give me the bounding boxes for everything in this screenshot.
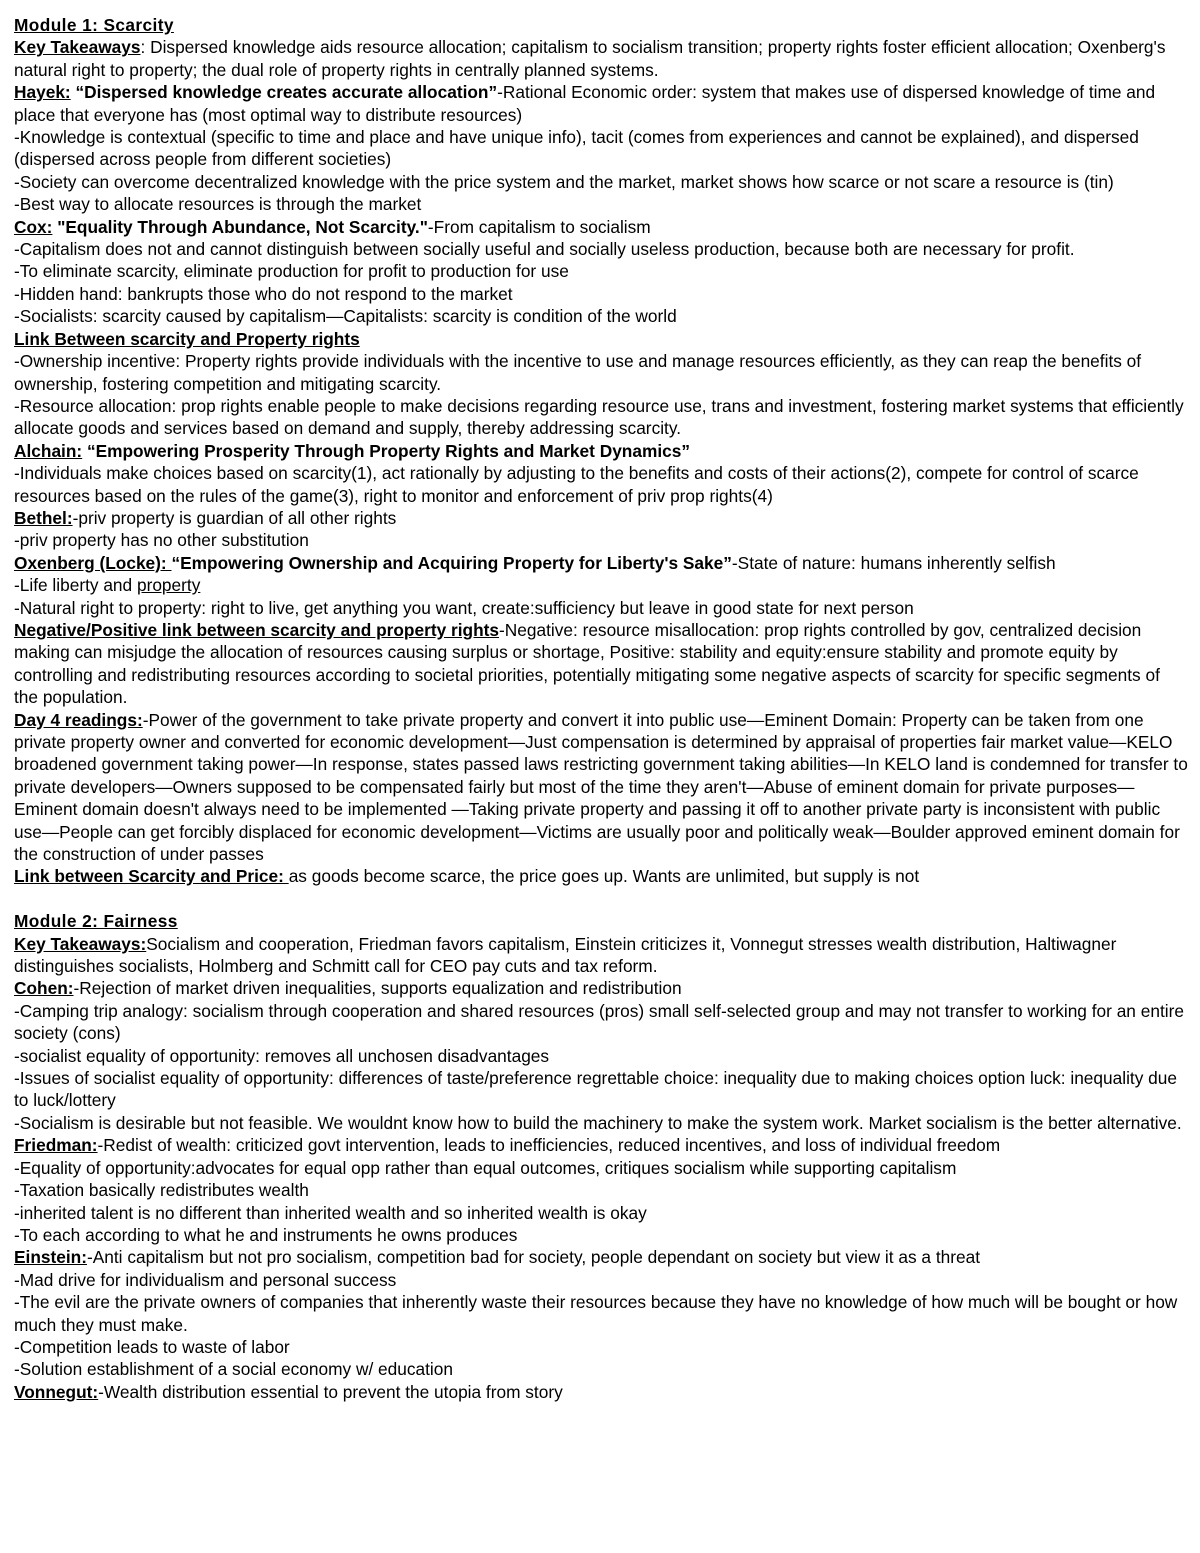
- cox-label: Cox:: [14, 216, 53, 237]
- bullet-line: -Resource allocation: prop rights enable people to make decisions regarding resource use, trans and investment, fostering market systems that efficiently allocate goods and services based on demand and supply, thereby addressing scarcity.: [14, 395, 1184, 439]
- section-spacer: [14, 888, 1188, 910]
- neg-pos-text: -Negative: resource misallocation: prop rights controlled by gov, centralized decision making can misjudge the allocation of resources causing surplus or shortage, Positive: stability and equity:ensure stability and promote equity by controlling and redistributing resources according to societal priorities, potentially mitigating some negative aspects of scarcity for specific segments of the population.: [14, 619, 1160, 708]
- bullet-line: -Taxation basically redistributes wealth: [14, 1180, 309, 1201]
- bullet-line: -Socialists: scarcity caused by capitalism—Capitalists: scarcity is condition of the world: [14, 306, 677, 327]
- bullet-line: -priv property has no other substitution: [14, 530, 309, 551]
- link-price-entry: [14, 865, 1188, 887]
- bullet-line: -Equality of opportunity:advocates for equal opp rather than equal outcomes, critiques socialism while supporting capitalism: [14, 1157, 957, 1178]
- day4-text: -Power of the government to take private property and convert it into public use—Eminent Domain: Property can be taken from one private property owner and converted for economic development—Just compensation is determined by appraisal of properties fair market value—KELO broadened government taking power—In response, states passed laws restricting government taking abilities—In KELO land is condemned for transfer to private developers—Owners supposed to be compensated fairly but most of the time they aren't—Abuse of eminent domain for private purposes—Eminent domain doesn't always need to be implemented —Taking private property and passing it off to another private party is inconsistent with public use—People can get forcibly displaced for economic development—Victims are usually poor and politically weak—Boulder approved eminent domain for the construction of under passes: [14, 709, 1188, 865]
- alchain-entry: [14, 440, 1188, 462]
- einstein-entry: [14, 1246, 1188, 1268]
- cohen-entry: [14, 977, 1188, 999]
- cox-entry: [14, 216, 1188, 238]
- alchain-label: Alchain:: [14, 440, 83, 461]
- bullet-line: [14, 574, 1188, 596]
- hayek-text: -Rational Economic order: system that makes use of dispersed knowledge of time and place that everyone has (most optimal way to distribute resources): [14, 82, 1156, 125]
- bullet-line: -Society can overcome decentralized knowledge with the price system and the market, market shows how scarce or not scare a resource is (tin): [14, 171, 1114, 192]
- module-2-heading: [14, 910, 1188, 932]
- module-1-key-takeaways: [14, 36, 1188, 81]
- cox-quote: "Equality Through Abundance, Not Scarcity.": [52, 216, 428, 237]
- einstein-label: Einstein:: [14, 1247, 87, 1268]
- cox-text: -From capitalism to socialism: [427, 216, 651, 237]
- bullet-line: -Mad drive for individualism and personal success: [14, 1269, 397, 1290]
- vonnegut-text: -Wealth distribution essential to prevent the utopia from story: [98, 1381, 563, 1402]
- bullet-line: -Competition leads to waste of labor: [14, 1336, 290, 1357]
- key-takeaways-label: Key Takeaways:: [14, 933, 147, 954]
- key-takeaways-text: : Dispersed knowledge aids resource allocation; capitalism to socialism transition; property rights foster efficient allocation; Oxenberg's natural right to property; the dual role of property rights in centrally planned systems.: [14, 37, 1166, 80]
- bullet-line: -Ownership incentive: Property rights provide individuals with the incentive to use and manage resources efficiently, as they can reap the benefits of ownership, fostering competition and mitigating scarcity.: [14, 351, 1142, 394]
- day4-label: Day 4 readings:: [14, 709, 143, 730]
- module-1-title: Module 1: Scarcity: [14, 15, 174, 35]
- bullet-line: -Camping trip analogy: socialism through cooperation and shared resources (pros) small self-selected group and may not transfer to working for an entire society (cons): [14, 1000, 1184, 1044]
- bullet-line: -Individuals make choices based on scarcity(1), act rationally by adjusting to the benefits and costs of their actions(2), compete for control of scarce resources based on the rules of the game(3), right to monitor and enforcement of priv prop rights(4): [14, 463, 1139, 506]
- bullet-line: -To eliminate scarcity, eliminate production for profit to production for use: [14, 261, 569, 282]
- oxenberg-entry: [14, 552, 1188, 574]
- property-underlined: property: [136, 575, 201, 596]
- bethel-entry: [14, 507, 1188, 529]
- link-property-heading: [14, 328, 1188, 350]
- key-takeaways-text: Socialism and cooperation, Friedman favors capitalism, Einstein criticizes it, Vonnegut stresses wealth distribution, Haltiwagner distinguishes socialists, Holmberg and Schmitt call for CEO pay cuts and tax reform.: [14, 933, 1117, 977]
- bullet-line: -To each according to what he and instruments he owns produces: [14, 1224, 518, 1245]
- bullet-line: -Natural right to property: right to live, get anything you want, create:sufficiency but leave in good state for next person: [14, 597, 914, 618]
- hayek-quote: “Dispersed knowledge creates accurate allocation”: [70, 82, 498, 103]
- bullet-line: -The evil are the private owners of companies that inherently waste their resources because they have no knowledge of how much will be bought or how much they must make.: [14, 1292, 1178, 1335]
- oxenberg-text: -State of nature: humans inherently selfish: [731, 552, 1056, 573]
- alchain-quote: “Empowering Prosperity Through Property Rights and Market Dynamics”: [82, 440, 691, 461]
- link-price-label: Link between Scarcity and Price:: [14, 866, 289, 887]
- bethel-text: -priv property is guardian of all other rights: [72, 507, 397, 528]
- einstein-text: -Anti capitalism but not pro socialism, competition bad for society, people dependant on society but view it as a threat: [86, 1247, 981, 1268]
- module-2-key-takeaways: [14, 933, 1188, 978]
- bethel-label: Bethel:: [14, 507, 73, 528]
- vonnegut-label: Vonnegut:: [14, 1381, 99, 1402]
- module-1-heading: [14, 14, 1188, 36]
- bullet-line: -Solution establishment of a social economy w/ education: [14, 1359, 453, 1380]
- bullet-line: -Capitalism does not and cannot distinguish between socially useful and socially useless production, because both are necessary for profit.: [14, 239, 1075, 260]
- hayek-label: Hayek:: [14, 82, 71, 103]
- neg-pos-entry: [14, 619, 1188, 709]
- cohen-label: Cohen:: [14, 978, 74, 999]
- cohen-text: -Rejection of market driven inequalities, supports equalization and redistribution: [73, 978, 682, 999]
- neg-pos-label: Negative/Positive link between scarcity and property rights: [14, 619, 499, 640]
- bullet-line: -Socialism is desirable but not feasible. We wouldnt know how to build the machinery to make the system work. Market socialism is the better alternative.: [14, 1112, 1182, 1133]
- friedman-text: -Redist of wealth: criticized govt intervention, leads to inefficiencies, reduced incentives, and loss of individual freedom: [97, 1135, 1001, 1156]
- module-2-title: Module 2: Fairness: [14, 911, 178, 932]
- key-takeaways-label: Key Takeaways: [14, 37, 141, 58]
- bullet-line: -Hidden hand: bankrupts those who do not respond to the market: [14, 283, 513, 304]
- bullet-line: -inherited talent is no different than inherited wealth and so inherited wealth is okay: [14, 1202, 647, 1223]
- life-liberty-text: -Life liberty and: [14, 575, 137, 596]
- hayek-entry: [14, 81, 1188, 126]
- link-property-label: Link Between scarcity and Property rights: [14, 328, 360, 349]
- vonnegut-entry: [14, 1381, 1188, 1403]
- oxenberg-label: Oxenberg (Locke):: [14, 552, 172, 573]
- oxenberg-quote: “Empowering Ownership and Acquiring Property for Liberty's Sake”: [171, 552, 732, 573]
- bullet-line: -Issues of socialist equality of opportunity: differences of taste/preference regrettable choice: inequality due to making choices option luck: inequality due to luck/lottery: [14, 1068, 1177, 1111]
- bullet-line: -socialist equality of opportunity: removes all unchosen disadvantages: [14, 1045, 550, 1066]
- friedman-entry: [14, 1134, 1188, 1156]
- link-price-text: as goods become scarce, the price goes up. Wants are unlimited, but supply is not: [288, 866, 920, 887]
- friedman-label: Friedman:: [14, 1135, 98, 1156]
- day4-entry: [14, 709, 1188, 866]
- bullet-line: -Knowledge is contextual (specific to time and place and have unique info), tacit (comes from experiences and cannot be explained), and dispersed (dispersed across people from different societies): [14, 127, 1139, 170]
- bullet-line: -Best way to allocate resources is through the market: [14, 194, 422, 215]
